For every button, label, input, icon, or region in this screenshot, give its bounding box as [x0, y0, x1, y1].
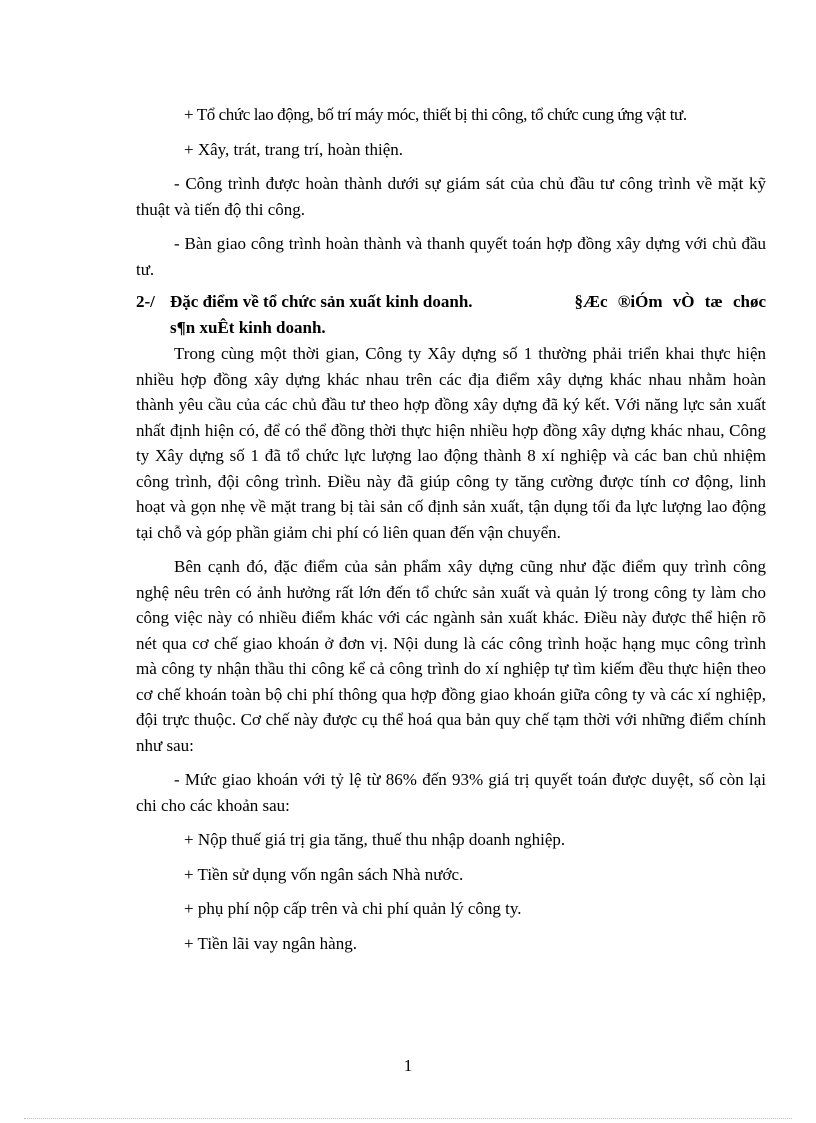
section-title-garbled-1: §Æc ®iÓm vÒ tæ chøc — [574, 292, 766, 311]
page-number: 1 — [403, 1056, 413, 1075]
list-item-budget: + Tiền sử dụng vốn ngân sách Nhà nước. — [184, 864, 464, 884]
list-item-tax: + Nộp thuế giá trị gia tăng, thuế thu nhập doanh nghiệp. — [184, 830, 566, 849]
paragraph-body-3: - Mức giao khoán với tỷ lệ từ 86% đến 93% giá trị quyết toán được duyệt, số còn lại chi cho các khoản sau: — [136, 770, 766, 815]
footer-divider — [24, 1118, 792, 1119]
paragraph-body-2: Bên cạnh đó, đặc điểm của sản phẩm xây dựng cũng như đặc điểm quy trình công nghệ nêu trên có ảnh hưởng rất lớn đến tổ chức sản xuất và quản lý trong công ty làm cho công việc này có nhiều điểm khác với các ngành sản xuất khác. Điều này được thể hiện rõ nét qua cơ chế giao khoán ở đơn vị. Nội dung là các công trình hoặc hạng mục công trình mà công ty nhận thầu thi công kể cả công trình do xí nghiệp tự tìm kiếm đều thực hiện theo cơ chế khoán toàn bộ chi phí thông qua hợp đồng giao khoán giữa công ty và các xí nghiệp, đội trực thuộc. Cơ chế này được cụ thể hoá qua bản quy chế tạm thời với những điểm chính như sau: — [136, 557, 766, 755]
section-heading — [136, 289, 766, 340]
section-title: Đặc điểm về tổ chức sản xuất kinh doanh. — [170, 292, 473, 311]
section-title-garbled-2: s¶n xuÊt kinh doanh. — [170, 317, 326, 337]
paragraph-item-organize: + Tổ chức lao động, bố trí máy móc, thiết bị thi công, tổ chức cung ứng vật tư. — [184, 105, 687, 124]
section-number: 2-/ — [136, 292, 155, 311]
list-item-fees: + phụ phí nộp cấp trên và chi phí quản lý công ty. — [184, 899, 522, 918]
paragraph-item-construct: + Xây, trát, trang trí, hoàn thiện. — [184, 139, 404, 159]
list-item-interest: + Tiền lãi vay ngân hàng. — [184, 933, 357, 953]
paragraph-handover: - Bàn giao công trình hoàn thành và thanh quyết toán hợp đồng xây dựng với chủ đầu tư. — [136, 234, 766, 279]
paragraph-body-1: Trong cùng một thời gian, Công ty Xây dựng số 1 thường phải triển khai thực hiện nhiều hợp đồng xây dựng khác nhau trên các địa điểm xây dựng khác nhau nhằm hoàn thành yêu cầu của các chủ đầu tư theo hợp đồng xây dựng đã ký kết. Với năng lực sản xuất nhất định hiện có, để có thể đồng thời thực hiện nhiều hợp đồng xây dựng khác nhau, Công ty Xây dựng số 1 đã tổ chức lực lượng lao động thành 8 xí nghiệp và các ban chủ nhiệm công trình, đội công trình. Điều này đã giúp công ty tăng cường được tính cơ động, linh hoạt và gọn nhẹ về mặt trang bị tài sản cố định sản xuất, tận dụng tối đa lực lượng lao động tại chỗ và góp phần giảm chi phí có liên quan đến vận chuyển. — [136, 344, 766, 542]
paragraph-supervision: - Công trình được hoàn thành dưới sự giám sát của chủ đầu tư công trình về mặt kỹ thuật và tiến độ thi công. — [136, 174, 766, 219]
document-body — [136, 102, 766, 956]
